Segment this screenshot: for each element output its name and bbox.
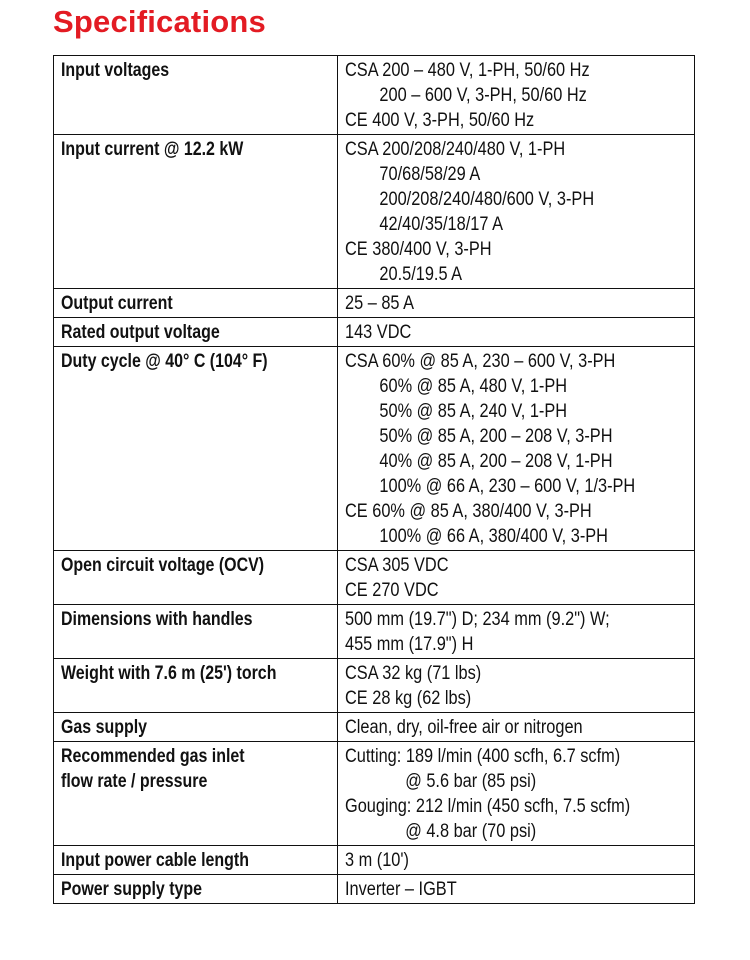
- spec-value-line: 20.5/19.5 A: [379, 264, 463, 285]
- spec-value-line: @ 5.6 bar (85 psi): [405, 771, 537, 792]
- spec-row: [54, 318, 695, 347]
- spec-value-line: CE 400 V, 3-PH, 50/60 Hz: [345, 110, 535, 131]
- spec-label: Output current: [61, 293, 173, 314]
- spec-value-cell: [338, 875, 695, 904]
- specifications-table-body: [54, 56, 695, 904]
- spec-value-line: @ 4.8 bar (70 psi): [405, 821, 537, 842]
- spec-value-line: 143 VDC: [345, 322, 412, 343]
- spec-value-cell: [338, 318, 695, 347]
- spec-label-cell: [54, 659, 338, 713]
- spec-row: [54, 875, 695, 904]
- spec-value-line: 60% @ 85 A, 480 V, 1-PH: [379, 376, 568, 397]
- spec-value-cell: [338, 135, 695, 289]
- spec-value-cell: [338, 659, 695, 713]
- spec-label: Weight with 7.6 m (25') torch: [61, 663, 277, 684]
- spec-value-line: CE 380/400 V, 3-PH: [345, 239, 492, 260]
- spec-value-line: 25 – 85 A: [345, 293, 415, 314]
- spec-value-line: 50% @ 85 A, 240 V, 1-PH: [379, 401, 568, 422]
- spec-value-line: 40% @ 85 A, 200 – 208 V, 1-PH: [379, 451, 613, 472]
- spec-value-line: 42/40/35/18/17 A: [379, 214, 503, 235]
- spec-value-cell: [338, 605, 695, 659]
- spec-label: Rated output voltage: [61, 322, 220, 343]
- spec-value-line: 200/208/240/480/600 V, 3-PH: [379, 189, 595, 210]
- spec-label: flow rate / pressure: [61, 771, 208, 792]
- spec-label-cell: [54, 713, 338, 742]
- spec-label-cell: [54, 846, 338, 875]
- spec-row: [54, 289, 695, 318]
- spec-label: Dimensions with handles: [61, 609, 253, 630]
- spec-label-cell: [54, 605, 338, 659]
- spec-row: [54, 742, 695, 846]
- spec-value-line: CE 60% @ 85 A, 380/400 V, 3-PH: [345, 501, 592, 522]
- spec-label-cell: [54, 875, 338, 904]
- spec-label-cell: [54, 742, 338, 846]
- spec-value-cell: [338, 846, 695, 875]
- spec-label: Gas supply: [61, 717, 148, 738]
- spec-row: [54, 135, 695, 289]
- spec-row: [54, 605, 695, 659]
- spec-value-line: 100% @ 66 A, 380/400 V, 3-PH: [379, 526, 608, 547]
- spec-value-line: Clean, dry, oil-free air or nitrogen: [345, 717, 583, 738]
- spec-row: [54, 551, 695, 605]
- spec-value-line: 70/68/58/29 A: [379, 164, 481, 185]
- spec-label: Open circuit voltage (OCV): [61, 555, 265, 576]
- spec-value-line: 50% @ 85 A, 200 – 208 V, 3-PH: [379, 426, 613, 447]
- spec-value-cell: [338, 289, 695, 318]
- spec-row: [54, 713, 695, 742]
- spec-value-cell: [338, 551, 695, 605]
- spec-label: Recommended gas inlet: [61, 746, 245, 767]
- spec-value-line: 500 mm (19.7") D; 234 mm (9.2") W;: [345, 609, 610, 630]
- spec-row: [54, 846, 695, 875]
- spec-value-line: 200 – 600 V, 3-PH, 50/60 Hz: [379, 85, 587, 106]
- spec-value-line: CSA 200/208/240/480 V, 1-PH: [345, 139, 566, 160]
- spec-value-line: CSA 60% @ 85 A, 230 – 600 V, 3-PH: [345, 351, 616, 372]
- spec-label-cell: [54, 56, 338, 135]
- spec-value-line: CSA 305 VDC: [345, 555, 449, 576]
- spec-label-cell: [54, 551, 338, 605]
- spec-label: Duty cycle @ 40° C (104° F): [61, 351, 268, 372]
- spec-label: Input current @ 12.2 kW: [61, 139, 244, 160]
- spec-value-line: Inverter – IGBT: [345, 879, 457, 900]
- spec-value-cell: [338, 347, 695, 551]
- spec-row: [54, 56, 695, 135]
- specifications-table: [53, 55, 695, 904]
- spec-label-cell: [54, 347, 338, 551]
- spec-value-cell: [338, 56, 695, 135]
- spec-label: Input power cable length: [61, 850, 249, 871]
- spec-label-cell: [54, 318, 338, 347]
- spec-label: Power supply type: [61, 879, 203, 900]
- spec-label-cell: [54, 289, 338, 318]
- page-title: Specifications: [53, 4, 266, 39]
- spec-value-line: CSA 200 – 480 V, 1-PH, 50/60 Hz: [345, 60, 590, 81]
- spec-value-cell: [338, 713, 695, 742]
- spec-label-cell: [54, 135, 338, 289]
- spec-value-cell: [338, 742, 695, 846]
- spec-value-line: 455 mm (17.9") H: [345, 634, 474, 655]
- spec-value-line: CE 270 VDC: [345, 580, 439, 601]
- spec-value-line: CSA 32 kg (71 lbs): [345, 663, 482, 684]
- spec-value-line: CE 28 kg (62 lbs): [345, 688, 472, 709]
- spec-value-line: Cutting: 189 l/min (400 scfh, 6.7 scfm): [345, 746, 621, 767]
- spec-label: Input voltages: [61, 60, 170, 81]
- spec-row: [54, 347, 695, 551]
- spec-value-line: 3 m (10'): [345, 850, 409, 871]
- spec-value-line: 100% @ 66 A, 230 – 600 V, 1/3-PH: [379, 476, 636, 497]
- spec-row: [54, 659, 695, 713]
- spec-value-line: Gouging: 212 l/min (450 scfh, 7.5 scfm): [345, 796, 631, 817]
